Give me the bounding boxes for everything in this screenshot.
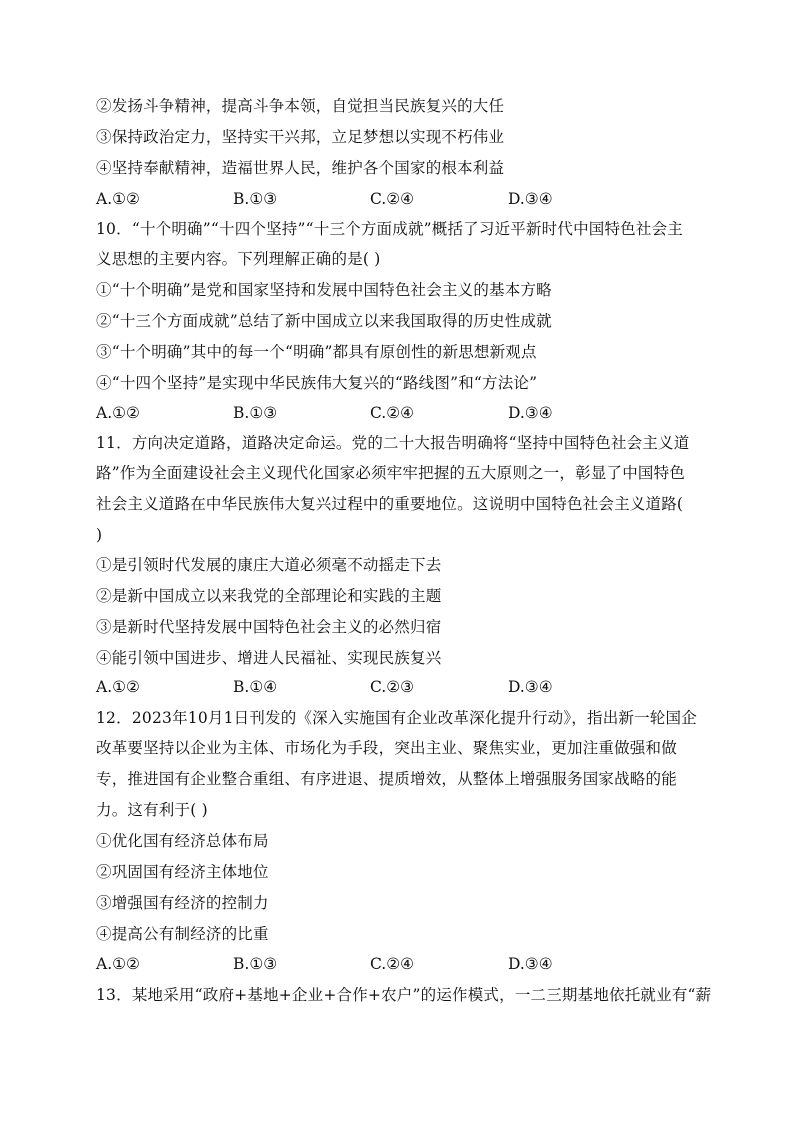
q11-item-4: ④能引领中国进步、增进人民福祉、实现民族复兴 — [96, 649, 442, 667]
q12-stem-line-3: 专，推进国有企业整合重组、有序进退、提质增效，从整体上增强服务国家战略的能 — [96, 770, 677, 788]
q10-item-1: ①“十个明确”是党和国家坚持和发展中国特色社会主义的基本方略 — [96, 281, 552, 299]
q10-item-2: ②“十三个方面成就”总结了新中国成立以来我国取得的历史性成就 — [96, 312, 552, 330]
q10-stem-line-2: 义思想的主要内容。下列理解正确的是( ) — [96, 250, 381, 268]
q10-option-a: A.①② — [96, 404, 140, 422]
q11-option-c: C.②③ — [370, 678, 415, 696]
q12-option-d: D.③④ — [508, 955, 553, 973]
q13-stem-line-1: 13．某地采用“政府+基地+企业+合作+农户”的运作模式，一二三期基地依托就业有“薪 — [96, 986, 712, 1004]
q9-item-4: ④坚持奉献精神，造福世界人民，维护各个国家的根本利益 — [96, 159, 505, 177]
q12-item-1: ①优化国有经济总体布局 — [96, 832, 269, 850]
q10-item-3: ③“十个明确”其中的每一个“明确”都具有原创性的新思想新观点 — [96, 343, 537, 361]
q12-stem-line-1: 12．2023年10月1日刊发的《深入实施国有企业改革深化提升行动》，指出新一轮国企 — [96, 709, 697, 727]
q11-option-b: B.①④ — [233, 678, 278, 696]
q11-stem-line-3: 社会主义道路在中华民族伟大复兴过程中的重要地位。这说明中国特色社会主义道路( — [96, 495, 684, 513]
q12-option-a: A.①② — [96, 955, 140, 973]
q12-item-3: ③增强国有经济的控制力 — [96, 894, 269, 912]
q9-option-b: B.①③ — [233, 190, 278, 208]
q10-stem-line-1: 10．“十个明确”“十四个坚持”“十三个方面成就”概括了习近平新时代中国特色社会主 — [96, 220, 683, 238]
q12-option-b: B.①③ — [233, 955, 278, 973]
q11-item-2: ②是新中国成立以来我党的全部理论和实践的主题 — [96, 587, 442, 605]
q9-item-3: ③保持政治定力，坚持实干兴邦，立足梦想以实现不朽伟业 — [96, 128, 505, 146]
q12-item-2: ②巩固国有经济主体地位 — [96, 863, 269, 881]
q11-item-3: ③是新时代坚持发展中国特色社会主义的必然归宿 — [96, 618, 442, 636]
q11-stem-line-1: 11．方向决定道路，道路决定命运。党的二十大报告明确将“坚持中国特色社会主义道 — [96, 434, 690, 452]
q10-item-4: ④“十四个坚持”是实现中华民族伟大复兴的“路线图”和“方法论” — [96, 374, 538, 392]
q10-option-d: D.③④ — [508, 404, 553, 422]
q11-item-1: ①是引领时代发展的康庄大道必须毫不动摇走下去 — [96, 556, 442, 574]
q12-option-c: C.②④ — [370, 955, 415, 973]
q11-option-a: A.①② — [96, 678, 140, 696]
q9-option-c: C.②④ — [370, 190, 415, 208]
q9-item-2: ②发扬斗争精神，提高斗争本领，自觉担当民族复兴的大任 — [96, 97, 505, 115]
q12-stem-line-4: 力。这有利于( ) — [96, 801, 208, 819]
q12-item-4: ④提高公有制经济的比重 — [96, 925, 269, 943]
q9-option-a: A.①② — [96, 190, 140, 208]
q11-stem-line-4: ) — [96, 526, 103, 544]
q11-stem-line-2: 路”作为全面建设社会主义现代化国家必须牢牢把握的五大原则之一，彰显了中国特色 — [96, 464, 686, 482]
q10-option-c: C.②④ — [370, 404, 415, 422]
q11-option-d: D.③④ — [508, 678, 553, 696]
q12-stem-line-2: 改革要坚持以企业为主体、市场化为手段，突出主业、聚焦实业，更加注重做强和做 — [96, 739, 677, 757]
q10-option-b: B.①③ — [233, 404, 278, 422]
q9-option-d: D.③④ — [508, 190, 553, 208]
